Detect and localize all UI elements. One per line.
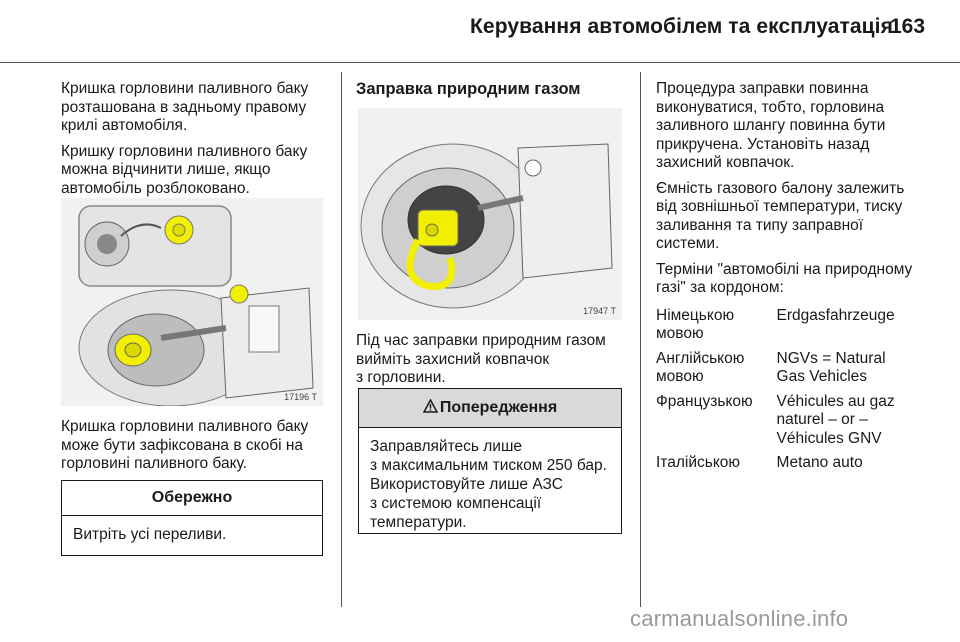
gas-filler-drawing <box>358 108 622 320</box>
term-cell: Erdgasfahrzeuge <box>776 306 895 324</box>
figure-number: 17947 T <box>583 306 616 316</box>
paragraph: Ємність газового балону залежить від зовнішньої температури, тиску заливання та типу заправної системи. <box>656 179 905 252</box>
paragraph: Процедура заправки повинна виконуватися, тобто, горловина заливного шлангу повинна бути прикручена. Установіть назад захисний ковпачок. <box>656 80 886 171</box>
terms-table <box>656 307 926 473</box>
term-row <box>656 393 926 449</box>
language-cell: Німецькою мовою <box>656 306 735 342</box>
term-cell: Metano auto <box>776 454 863 471</box>
language-cell: Французькою <box>656 392 753 410</box>
warning-box <box>358 388 622 534</box>
caution-text: Витріть усі переливи. <box>73 526 227 543</box>
watermark: carmanualsonline.info <box>630 606 849 631</box>
fuel-door-drawing <box>61 198 323 406</box>
paragraph: Кришка горловини паливного баку може бути зафіксована в скобі на горловині паливного баку. <box>61 418 309 472</box>
column-divider-1 <box>341 72 342 607</box>
term-row <box>656 307 926 344</box>
caution-box <box>61 480 323 556</box>
term-row <box>656 454 926 473</box>
column-1-continued <box>61 418 331 481</box>
language-cell: Італійською <box>656 454 741 471</box>
paragraph: Під час заправки природним газом вийміть захисний ковпачок з горловини. <box>356 332 606 386</box>
column-2-continued <box>356 332 626 395</box>
paragraph: Кришка горловини паливного баку розташована в задньому правому крилі автомобіля. <box>61 80 309 134</box>
column-1 <box>61 80 331 205</box>
warning-header <box>359 389 621 428</box>
warning-text: Заправляйтесь лише з максимальним тиском 250 бар. Використовуйте лише АЗС з системою компенсації температури. <box>370 438 607 531</box>
caution-title: Обережно <box>62 481 322 516</box>
natural-gas-filler-illustration <box>358 108 622 320</box>
column-2 <box>356 80 626 108</box>
paragraph: Кришку горловини паливного баку можна відчинити лише, якщо автомобіль розблоковано. <box>61 142 308 197</box>
page-number: 163 <box>890 15 926 38</box>
term-cell: Véhicules au gaz naturel – or – Véhicules GNV <box>776 392 895 447</box>
column-3 <box>656 80 926 479</box>
figure-number: 17196 T <box>284 392 317 402</box>
header-rule <box>0 62 960 63</box>
section-heading: Заправка природним газом <box>356 80 581 98</box>
warning-triangle-icon <box>423 399 438 418</box>
warning-title: Попередження <box>439 399 558 416</box>
term-cell: NGVs = Natural Gas Vehicles <box>776 349 886 385</box>
language-cell: Англійською мовою <box>656 349 745 385</box>
fuel-door-illustration <box>61 198 323 406</box>
term-row <box>656 350 926 387</box>
column-divider-2 <box>640 72 641 607</box>
page-title: Керування автомобілем та експлуатація <box>470 15 893 38</box>
paragraph: Терміни "автомобілі на природному газі" за кордоном: <box>656 260 913 296</box>
